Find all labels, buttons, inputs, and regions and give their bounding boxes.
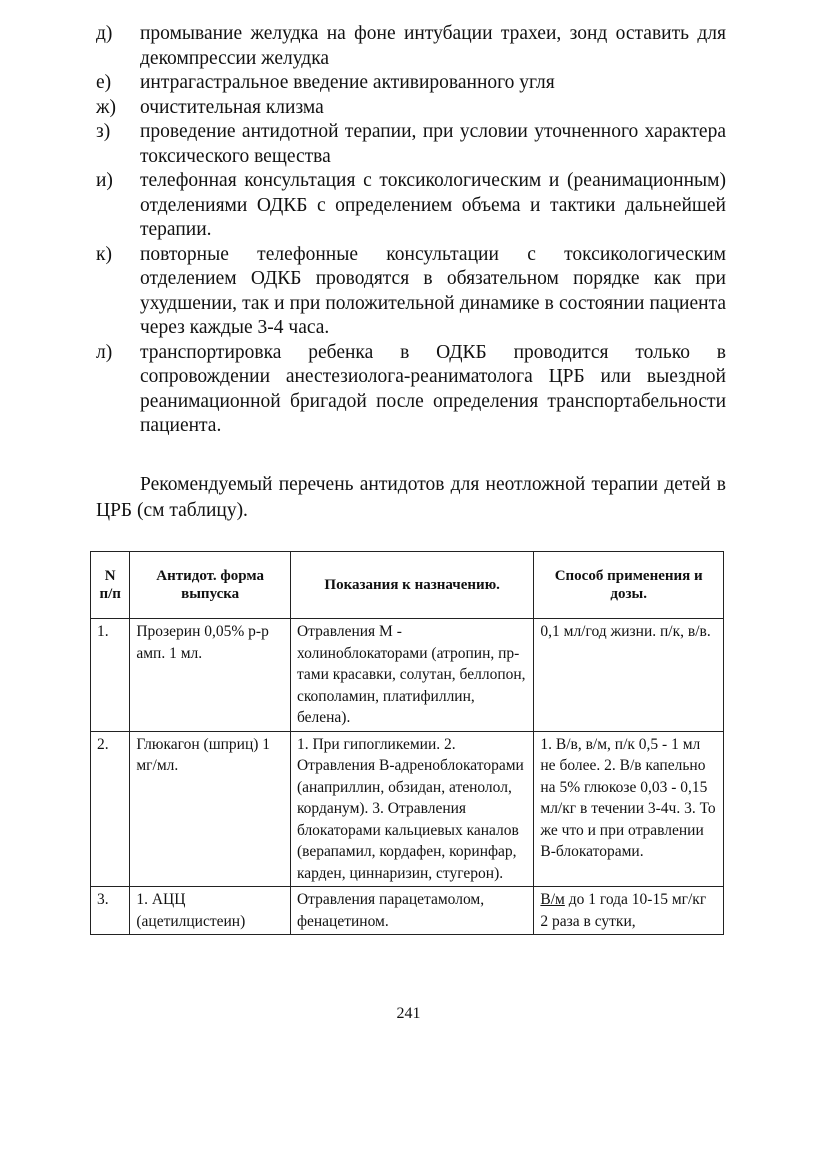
header-indications: Показания к назначению. [290,552,533,619]
list-marker: ж) [96,96,116,118]
list-item [96,169,726,243]
list-item [96,243,726,341]
list-marker: и) [96,170,113,191]
list-marker: е) [96,72,112,93]
table-row [91,619,724,732]
list-item [96,96,726,121]
cell-num: 3. [91,887,130,935]
header-num: N п/п [91,552,130,619]
antidotes-table [90,551,724,935]
list-marker: л) [96,341,113,363]
list-item [96,341,726,439]
cell-method: 1. В/в, в/м, п/к 0,5 - 1 мл не более. 2. В/в капельно на 5% глюкозе 0,03 - 0,15 мл/кг в течении 3-4ч. 3. То же что и при отравлении В-блокаторами. [534,731,724,887]
cell-antidote: 1. АЦЦ (ацетилцистеин) [130,887,291,935]
cell-num: 1. [91,619,130,732]
list-item-text: повторные телефонные консультации с токсикологическим отделением ОДКБ проводятся в обязательном порядке как при ухудшении, так и при положительной динамике в состоянии пациента через каждые 3-4 часа. [140,243,726,338]
intro-paragraph: Рекомендуемый перечень антидотов для неотложной терапии детей в ЦРБ (см таблицу). [96,473,726,521]
header-method: Способ применения и дозы. [534,552,724,619]
list-marker: д) [96,23,113,44]
cell-num: 2. [91,731,130,887]
cell-indications: 1. При гипогликемии. 2. Отравления В-адреноблокаторами (анаприллин, обзидан, атенолол, корданум). 3. Отравления блокаторами кальциевых каналов (верапамил, кордафен, коринфар, карден, циннаризин, стугерон). [290,731,533,887]
cell-indications: Отравления М - холиноблокаторами (атропин, пр-тами красавки, солутан, беллопон, скополамин, платифиллин, белена). [290,619,533,732]
table-row [91,887,724,935]
cell-method [534,887,724,935]
cell-antidote: Прозерин 0,05% р-р амп. 1 мл. [130,619,291,732]
list-item-text: телефонная консультация с токсикологическим и (реанимационным) отделениями ОДКБ с определением объема и тактики дальнейшей терапии. [140,170,726,240]
cell-antidote: Глюкагон (шприц) 1 мг/мл. [130,731,291,887]
list-item-text: транспортировка ребенка в ОДКБ проводится только в сопровождении анестезиолога-реаниматолога ЦРБ или выездной реанимационной бригадой после определения транспортабельности пациента. [140,341,726,436]
route-label: В/м [540,891,565,908]
page-number: 241 [396,1005,421,1022]
dose-text: до 1 года 10-15 мг/кг 2 раза в сутки, [540,891,707,930]
cell-indications: Отравления парацетамолом, фенацетином. [290,887,533,935]
list-item [96,71,726,96]
list-item-text: промывание желудка на фоне интубации трахеи, зонд оставить для декомпрессии желудка [140,23,726,69]
list-item [96,22,726,71]
list-marker: к) [96,243,112,265]
list-item [96,120,726,169]
table-row [91,731,724,887]
list-item-text: проведение антидотной терапии, при условии уточненного характера токсического вещества [140,121,726,167]
table-header-row [91,552,724,619]
header-antidote: Антидот. форма выпуска [130,552,291,619]
list-item-text: интрагастральное введение активированного угля [140,72,555,93]
list-marker: з) [96,121,111,142]
cell-method: 0,1 мл/год жизни. п/к, в/в. [534,619,724,732]
treatment-steps-list [96,22,726,439]
list-item-text: очистительная клизма [140,96,324,118]
